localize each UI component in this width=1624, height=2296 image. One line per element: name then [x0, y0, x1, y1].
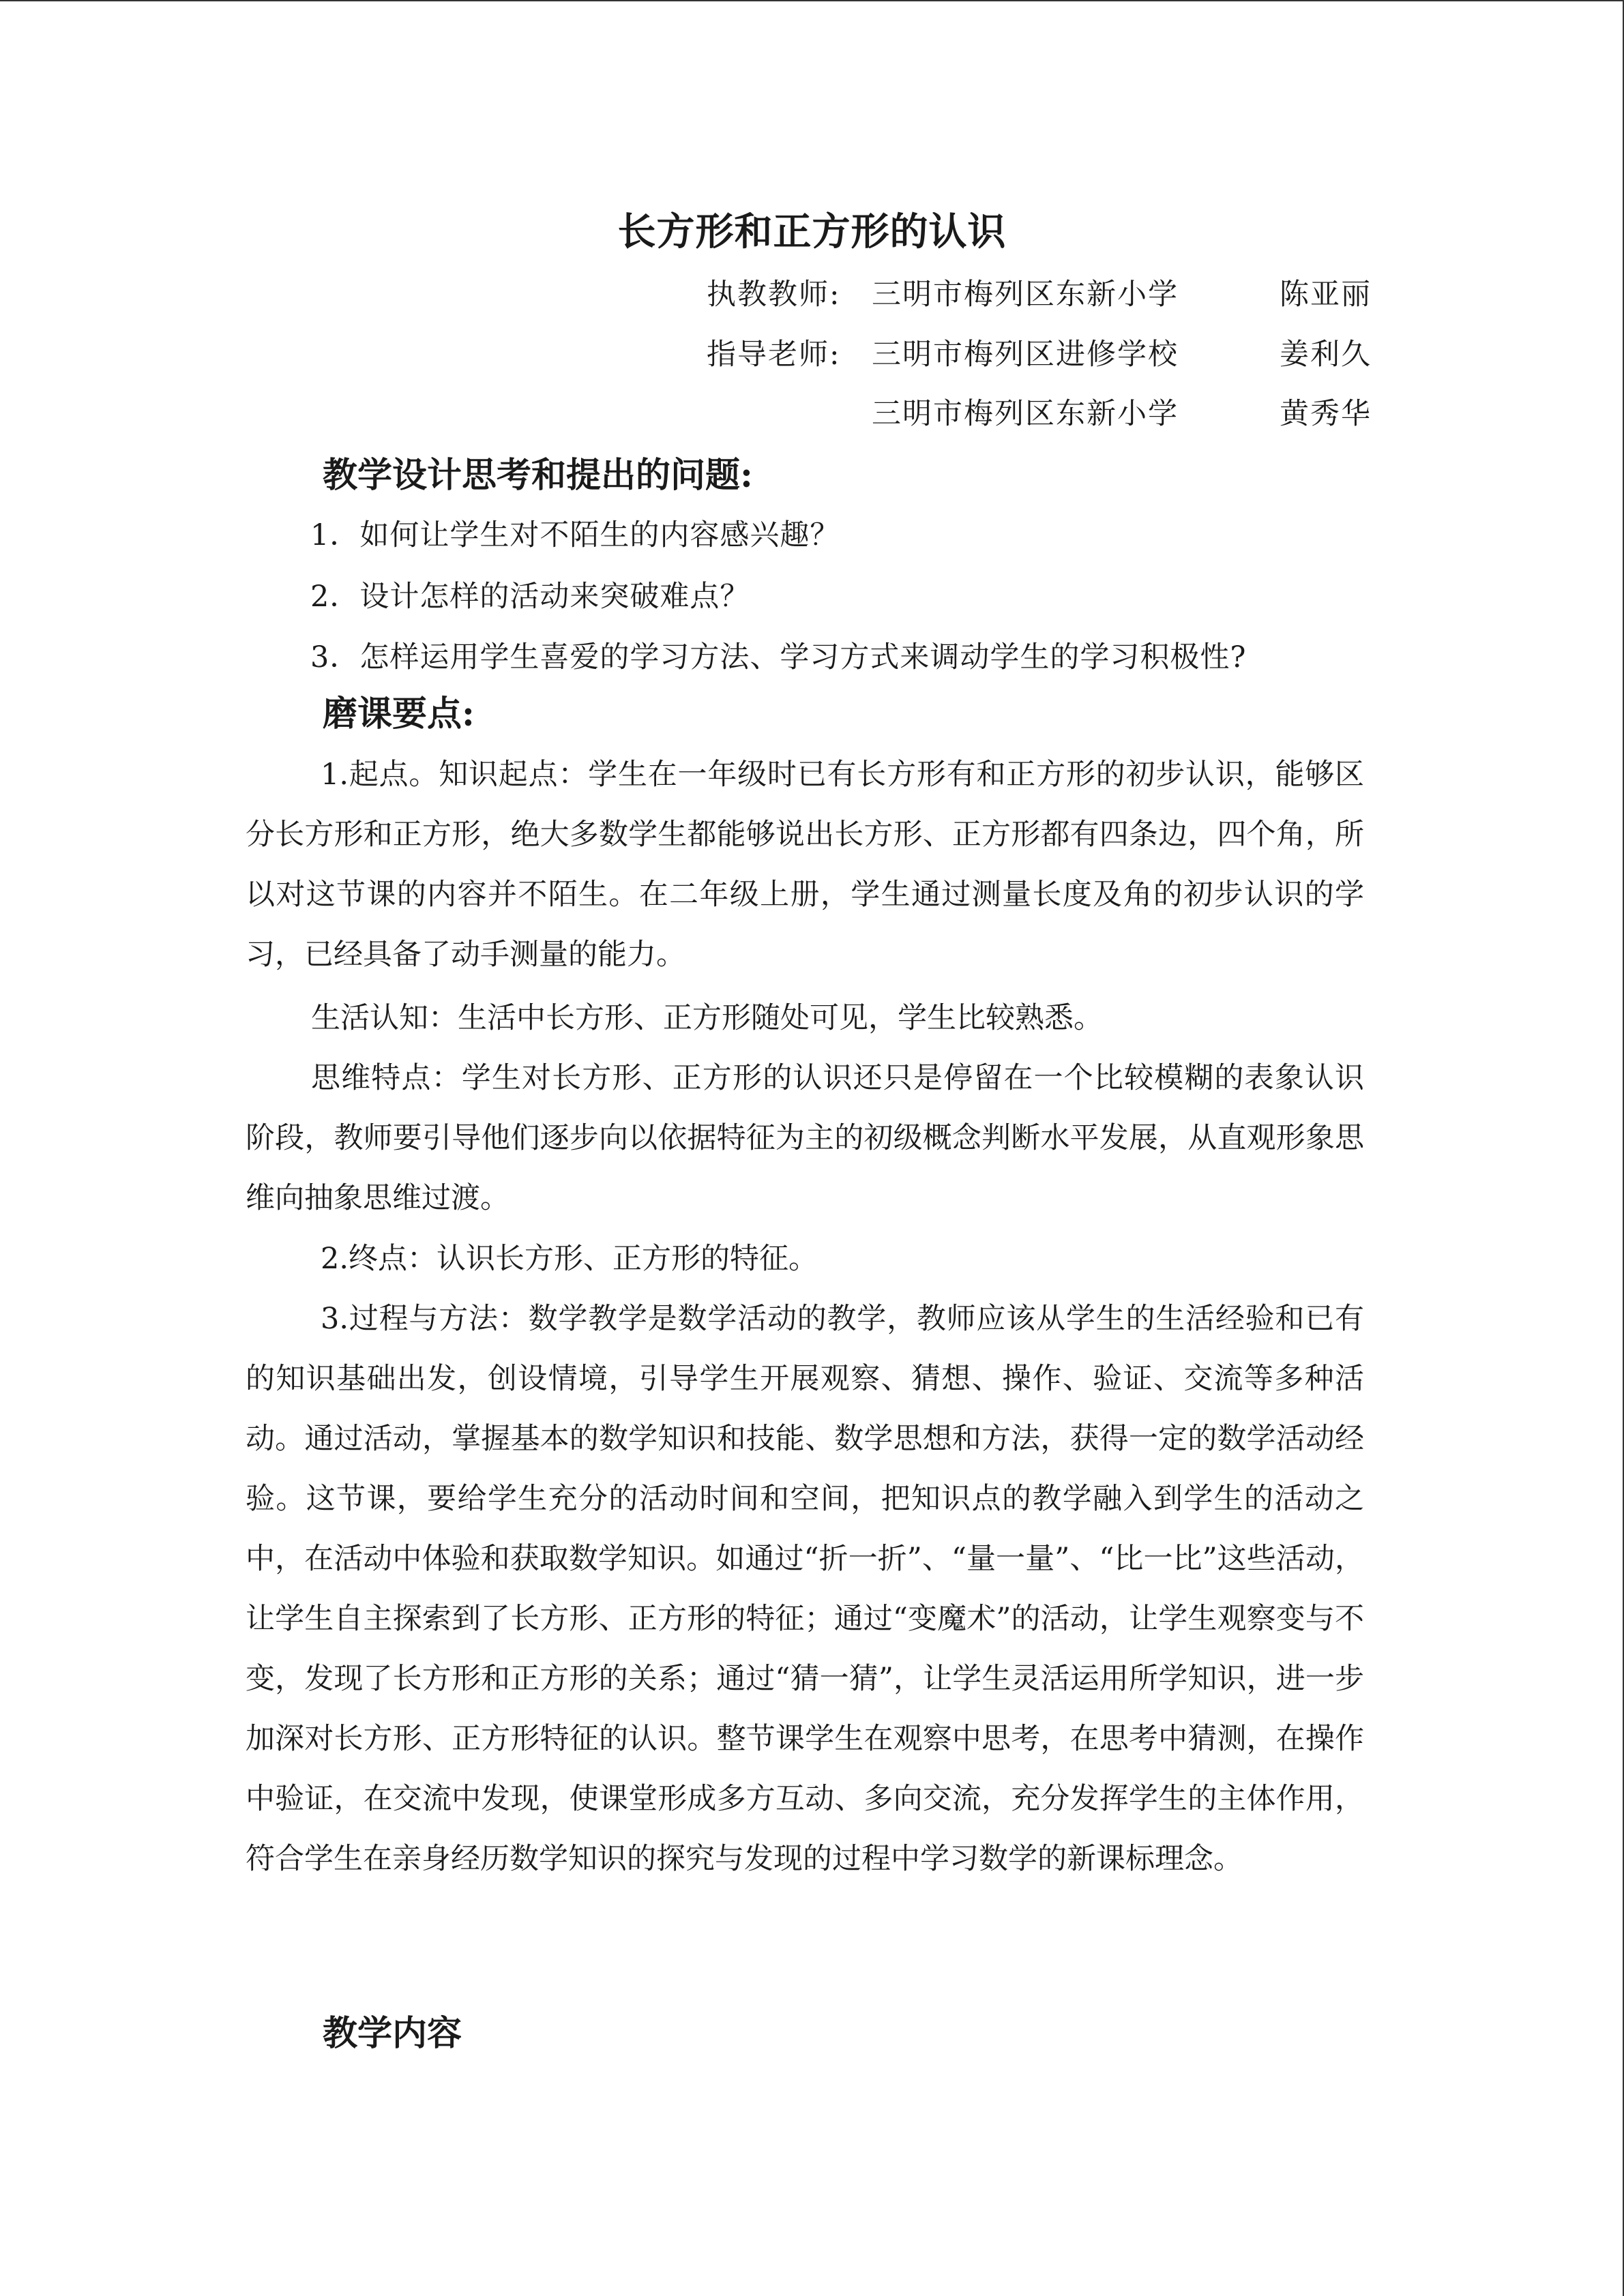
- paragraph-life-cognition: 生活认知：生活中长方形、正方形随处可见，学生比较熟悉。: [311, 1001, 1103, 1035]
- credit-school: 三明市梅列区进修学校: [872, 338, 1179, 372]
- heading-design-questions: 教学设计思考和提出的问题:: [323, 455, 753, 496]
- paragraph-end-point: 2.终点：认识长方形、正方形的特征。: [321, 1242, 818, 1276]
- heading-key-points: 磨课要点:: [323, 694, 475, 734]
- credit-school: 三明市梅列区东新小学: [872, 397, 1179, 431]
- heading-teaching-content: 教学内容: [323, 2013, 462, 2054]
- credit-role: 执教教师:: [707, 278, 841, 312]
- credit-row-advisor-2: [0, 390, 1624, 438]
- paragraph-thinking-traits: 思维特点：学生对长方形、正方形的认识还只是停留在一个比较模糊的表象认识阶段，教师要引导他们逐步向以依据特征为主的初级概念判断水平发展，从直观形象思维向抽象思维过渡。: [246, 1061, 1364, 1215]
- document-title: 长方形和正方形的认识: [617, 209, 1007, 254]
- credit-role: 指导老师:: [707, 338, 841, 372]
- question-item: 3．怎样运用学生喜爱的学习方法、学习方式来调动学生的学习积极性?: [310, 640, 1247, 674]
- credit-row-advisor: [0, 331, 1624, 378]
- credit-name: 姜利久: [1280, 338, 1372, 372]
- paragraph-starting-point: 1.起点。知识起点：学生在一年级时已有长方形有和正方形的初步认识，能够区分长方形和正方形，绝大多数学生都能够说出长方形、正方形都有四条边，四个角，所以对这节课的内容并不陌生。在二年级上册，学生通过测量长度及角的初步认识的学习，已经具备了动手测量的能力。: [246, 758, 1364, 972]
- question-item: 1．如何让学生对不陌生的内容感兴趣？: [310, 518, 840, 552]
- credit-name: 黄秀华: [1280, 397, 1372, 431]
- credit-name: 陈亚丽: [1280, 278, 1372, 312]
- question-item: 2．设计怎样的活动来突破难点？: [310, 580, 750, 614]
- paragraph-process-method: 3.过程与方法：数学教学是数学活动的教学，教师应该从学生的生活经验和已有的知识基础出发，创设情境，引导学生开展观察、猜想、操作、验证、交流等多种活动。通过活动，掌握基本的数学知识和技能、数学思想和方法，获得一定的数学活动经验。这节课，要给学生充分的活动时间和空间，把知识点的教学融入到学生的活动之中，在活动中体验和获取数学知识。如通过“折一折”、“量一量”、“比一比”这些活动，让学生自主探索到了长方形、正方形的特征；通过“变魔术”的活动，让学生观察变与不变，发现了长方形和正方形的关系；通过“猜一猜”，让学生灵活运用所学知识，进一步加深对长方形、正方形特征的认识。整节课学生在观察中思考，在思考中猜测，在操作中验证，在交流中发现，使课堂形成多方互动、多向交流，充分发挥学生的主体作用，符合学生在亲身经历数学知识的探究与发现的过程中学习数学的新课标理念。: [246, 1302, 1364, 1876]
- credit-school: 三明市梅列区东新小学: [872, 278, 1179, 312]
- credit-row-teacher: [0, 271, 1624, 318]
